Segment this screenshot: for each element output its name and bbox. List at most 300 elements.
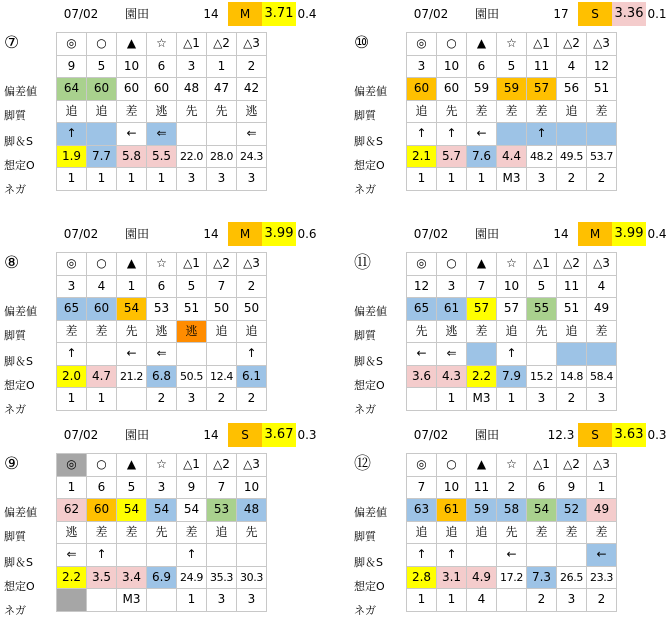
grid-cell	[527, 544, 557, 567]
header-score: 3.99	[612, 222, 646, 246]
grid-cell: 1	[437, 589, 467, 612]
row-label: 想定O	[4, 159, 35, 172]
race-number: ⑨	[4, 454, 20, 474]
grid-cell: 56	[557, 78, 587, 101]
grid-cell: 1	[57, 388, 87, 411]
grid-row	[57, 388, 267, 411]
grid-cell: ▲	[117, 253, 147, 276]
grid-cell: ⇐	[147, 123, 177, 146]
grid-cell: △3	[237, 33, 267, 56]
grid-cell: 3	[527, 168, 557, 191]
race-number: ⑦	[4, 33, 20, 53]
row-label: ネガ	[4, 604, 26, 617]
grid-cell: 5.8	[117, 145, 147, 168]
grid-cell: 1	[437, 388, 467, 411]
grid-cell: 62	[57, 499, 87, 522]
grid-cell: 49	[587, 298, 617, 321]
grid-cell: 2	[557, 388, 587, 411]
grid-cell: 59	[497, 78, 527, 101]
grid-cell: 追	[557, 100, 587, 123]
grid-row	[407, 388, 617, 411]
row-label: 偏差値	[354, 85, 387, 98]
row-label: 偏差値	[4, 305, 37, 318]
grid-cell: 6	[87, 476, 117, 499]
header-date: 07/02	[63, 7, 99, 21]
grid-cell: 7.3	[527, 566, 557, 589]
grid-cell: 4.3	[437, 365, 467, 388]
grid-row	[407, 253, 617, 276]
grid-cell: 追	[557, 320, 587, 343]
header-distance: 14	[203, 227, 219, 241]
grid-cell: 54	[147, 499, 177, 522]
grid-cell: 5	[117, 476, 147, 499]
grid-cell: △2	[557, 454, 587, 477]
grid-cell: 3	[177, 168, 207, 191]
row-label: 想定O	[4, 379, 35, 392]
grid-row	[407, 566, 617, 589]
grid-cell: 2.1	[407, 145, 437, 168]
grid-cell: 4	[87, 275, 117, 298]
header-grade: S	[228, 423, 262, 447]
grid-cell: △1	[177, 253, 207, 276]
grid-cell	[207, 343, 237, 366]
grid-cell: 7.7	[87, 145, 117, 168]
grid-row	[407, 55, 617, 78]
grid-cell: 50	[237, 298, 267, 321]
grid-cell: 1	[117, 168, 147, 191]
grid-cell: ☆	[497, 33, 527, 56]
grid-cell: 6.1	[237, 365, 267, 388]
row-label: 脚質	[4, 329, 26, 342]
header-distance: 14	[203, 7, 219, 21]
grid-cell: 30.3	[237, 566, 267, 589]
grid-cell: 差	[557, 521, 587, 544]
header-score: 3.67	[262, 423, 296, 447]
row-label: ネガ	[4, 403, 26, 416]
grid-cell: 54	[117, 298, 147, 321]
grid-row	[57, 476, 267, 499]
grid-cell: 5	[527, 275, 557, 298]
grid-cell: ▲	[117, 33, 147, 56]
grid-cell: ↑	[437, 544, 467, 567]
grid-row	[407, 275, 617, 298]
grid-cell: 7.6	[467, 145, 497, 168]
grid-cell: ☆	[147, 33, 177, 56]
grid-cell: 3	[207, 168, 237, 191]
grid-cell: 3	[147, 476, 177, 499]
grid-cell: 7.9	[497, 365, 527, 388]
grid-cell: ◎	[407, 454, 437, 477]
grid-cell: 64	[57, 78, 87, 101]
grid-cell: 10	[437, 55, 467, 78]
grid-cell: 3	[527, 388, 557, 411]
grid-row	[57, 298, 267, 321]
grid-cell: 61	[437, 298, 467, 321]
grid-cell: 4	[587, 275, 617, 298]
grid-cell: 7	[467, 275, 497, 298]
grid-cell: 24.9	[177, 566, 207, 589]
grid-cell: 7	[207, 275, 237, 298]
grid-cell: 47	[207, 78, 237, 101]
grid-cell: 58	[497, 499, 527, 522]
grid-cell	[467, 544, 497, 567]
grid-cell: 6	[527, 476, 557, 499]
grid-cell: 2	[497, 476, 527, 499]
grid-row	[57, 168, 267, 191]
grid-cell: 59	[467, 78, 497, 101]
grid-row	[407, 454, 617, 477]
grid-cell: 57	[467, 298, 497, 321]
row-label: 脚質	[4, 109, 26, 122]
grid-cell: 9	[557, 476, 587, 499]
grid-cell: 逃	[57, 521, 87, 544]
grid-cell: ☆	[497, 253, 527, 276]
grid-cell: 3	[177, 55, 207, 78]
grid-cell: 11	[557, 275, 587, 298]
grid-cell: 2	[237, 275, 267, 298]
grid-cell: △2	[557, 253, 587, 276]
grid-cell: 2.2	[57, 566, 87, 589]
grid-row	[57, 123, 267, 146]
row-label: 想定O	[4, 580, 35, 593]
grid-cell: 5.7	[437, 145, 467, 168]
grid-cell: 57	[527, 78, 557, 101]
grid-cell: 3.1	[437, 566, 467, 589]
grid-cell: 差	[117, 100, 147, 123]
row-label: 偏差値	[354, 305, 387, 318]
grid-cell: 3	[207, 589, 237, 612]
grid-cell: 10	[237, 476, 267, 499]
grid-cell: 1	[207, 55, 237, 78]
grid-cell	[87, 343, 117, 366]
header-distance: 14	[203, 428, 219, 442]
row-label: 想定O	[354, 159, 385, 172]
race-grid	[56, 32, 267, 191]
grid-cell: 2	[207, 388, 237, 411]
grid-cell: 7	[207, 476, 237, 499]
grid-cell: ⇐	[237, 123, 267, 146]
race-panel	[350, 222, 667, 432]
grid-cell: ☆	[147, 454, 177, 477]
grid-cell: 55	[527, 298, 557, 321]
header-score: 3.36	[612, 2, 646, 26]
race-header	[0, 222, 317, 246]
grid-cell	[207, 123, 237, 146]
race-grid	[56, 453, 267, 612]
header-distance: 14	[553, 227, 569, 241]
grid-row	[407, 320, 617, 343]
grid-cell	[87, 589, 117, 612]
row-label: 想定O	[354, 580, 385, 593]
grid-cell: 4.9	[467, 566, 497, 589]
grid-cell: ○	[87, 33, 117, 56]
grid-cell: ↑	[437, 123, 467, 146]
grid-cell: 54	[527, 499, 557, 522]
grid-cell	[557, 343, 587, 366]
grid-cell: 差	[497, 100, 527, 123]
grid-cell: 先	[407, 320, 437, 343]
grid-cell: M3	[467, 388, 497, 411]
grid-cell: 1	[177, 589, 207, 612]
grid-cell: 3	[437, 275, 467, 298]
grid-row	[57, 253, 267, 276]
row-label: 偏差値	[4, 85, 37, 98]
grid-cell	[527, 343, 557, 366]
grid-cell: 9	[57, 55, 87, 78]
race-number: ⑧	[4, 253, 20, 273]
row-label: 偏差値	[4, 506, 37, 519]
grid-cell	[57, 589, 87, 612]
grid-row	[57, 145, 267, 168]
grid-cell	[117, 388, 147, 411]
grid-cell: 50	[207, 298, 237, 321]
grid-cell: 53.7	[587, 145, 617, 168]
grid-cell	[177, 123, 207, 146]
grid-cell: ⇐	[437, 343, 467, 366]
grid-cell	[207, 544, 237, 567]
grid-cell: 1	[467, 168, 497, 191]
grid-cell: ←	[117, 123, 147, 146]
grid-cell: 追	[407, 100, 437, 123]
grid-row	[407, 298, 617, 321]
row-label: 脚＆S	[4, 355, 33, 368]
grid-row	[407, 168, 617, 191]
row-label: ネガ	[354, 183, 376, 196]
row-label: 脚＆S	[4, 135, 33, 148]
race-grid	[406, 453, 617, 612]
header-grade: M	[228, 222, 262, 246]
grid-cell: ○	[437, 253, 467, 276]
grid-row	[57, 55, 267, 78]
grid-cell	[117, 544, 147, 567]
grid-cell	[497, 123, 527, 146]
header-venue: 園田	[124, 7, 149, 21]
grid-cell: △1	[177, 33, 207, 56]
grid-cell: 57	[497, 298, 527, 321]
grid-cell: 12	[587, 55, 617, 78]
grid-cell: ○	[87, 253, 117, 276]
header-venue: 園田	[474, 7, 499, 21]
grid-cell: 11	[527, 55, 557, 78]
grid-cell: ↑	[87, 544, 117, 567]
header-grade: M	[228, 2, 262, 26]
grid-cell: 15.2	[527, 365, 557, 388]
grid-row	[57, 275, 267, 298]
row-label: ネガ	[4, 183, 26, 196]
grid-cell: 42	[237, 78, 267, 101]
grid-cell: 1	[87, 168, 117, 191]
grid-cell: ←	[497, 544, 527, 567]
grid-cell	[557, 123, 587, 146]
grid-cell: △1	[527, 454, 557, 477]
grid-cell: 追	[207, 521, 237, 544]
grid-cell: 差	[57, 320, 87, 343]
grid-cell: 1	[87, 388, 117, 411]
grid-cell: 差	[467, 100, 497, 123]
grid-cell: 3	[57, 275, 87, 298]
grid-cell: 28.0	[207, 145, 237, 168]
grid-cell: 6.8	[147, 365, 177, 388]
row-label: 脚＆S	[4, 556, 33, 569]
grid-cell: △3	[587, 33, 617, 56]
grid-cell: △3	[237, 253, 267, 276]
grid-cell	[177, 343, 207, 366]
grid-cell	[237, 544, 267, 567]
grid-row	[57, 521, 267, 544]
header-score: 3.63	[612, 423, 646, 447]
header-venue: 園田	[474, 227, 499, 241]
grid-cell: 追	[467, 521, 497, 544]
row-label: 脚質	[354, 109, 376, 122]
header-score: 3.99	[262, 222, 296, 246]
grid-cell: △2	[207, 253, 237, 276]
row-label: 偏差値	[354, 506, 387, 519]
grid-cell: 52	[557, 499, 587, 522]
grid-cell: 差	[467, 320, 497, 343]
grid-row	[57, 544, 267, 567]
grid-cell: ←	[117, 343, 147, 366]
grid-cell: 51	[587, 78, 617, 101]
grid-cell: 54	[177, 499, 207, 522]
grid-cell: ↑	[527, 123, 557, 146]
grid-cell: ◎	[57, 253, 87, 276]
grid-cell: ◎	[407, 33, 437, 56]
header-date: 07/02	[63, 428, 99, 442]
grid-cell: 差	[87, 521, 117, 544]
grid-cell: 60	[87, 298, 117, 321]
grid-cell: 53	[147, 298, 177, 321]
grid-cell: 2.8	[407, 566, 437, 589]
grid-cell: 逃	[437, 320, 467, 343]
grid-cell: 35.3	[207, 566, 237, 589]
grid-cell: 24.3	[237, 145, 267, 168]
header-grade: M	[578, 222, 612, 246]
grid-cell: 逃	[147, 100, 177, 123]
grid-row	[407, 365, 617, 388]
grid-cell: 先	[437, 100, 467, 123]
race-header	[350, 423, 667, 447]
grid-cell	[147, 589, 177, 612]
grid-cell: ▲	[467, 33, 497, 56]
grid-row	[407, 100, 617, 123]
grid-cell: 5.5	[147, 145, 177, 168]
row-label: 脚＆S	[354, 135, 383, 148]
grid-cell: 先	[237, 521, 267, 544]
grid-cell: 58.4	[587, 365, 617, 388]
grid-cell: 差	[117, 521, 147, 544]
grid-cell: 26.5	[557, 566, 587, 589]
grid-cell: △2	[557, 33, 587, 56]
grid-cell	[407, 388, 437, 411]
grid-cell: 2	[557, 168, 587, 191]
grid-cell: 差	[177, 521, 207, 544]
grid-cell: 5	[177, 275, 207, 298]
grid-cell: 65	[407, 298, 437, 321]
race-panel	[350, 423, 667, 633]
grid-cell: ☆	[497, 454, 527, 477]
header-venue: 園田	[474, 428, 499, 442]
grid-cell: △1	[177, 454, 207, 477]
grid-row	[57, 365, 267, 388]
grid-cell: 54	[117, 499, 147, 522]
grid-cell: 2.2	[467, 365, 497, 388]
grid-cell: M3	[117, 589, 147, 612]
grid-cell: 2	[587, 168, 617, 191]
grid-row	[407, 145, 617, 168]
grid-row	[57, 320, 267, 343]
grid-cell: 3.4	[117, 566, 147, 589]
row-label: 脚質	[354, 329, 376, 342]
race-panel	[0, 222, 317, 432]
grid-cell: 3	[557, 589, 587, 612]
grid-cell: ▲	[467, 253, 497, 276]
grid-cell: ↑	[57, 123, 87, 146]
header-score: 3.71	[262, 2, 296, 26]
row-label: ネガ	[354, 403, 376, 416]
grid-cell: 先	[527, 320, 557, 343]
header-diff: 0.4	[297, 7, 317, 21]
grid-row	[407, 544, 617, 567]
grid-row	[57, 33, 267, 56]
grid-cell	[497, 589, 527, 612]
grid-row	[57, 566, 267, 589]
grid-cell: 差	[87, 320, 117, 343]
grid-cell: ↑	[407, 123, 437, 146]
grid-cell: ◎	[407, 253, 437, 276]
grid-cell: 3.5	[87, 566, 117, 589]
grid-cell: 60	[437, 78, 467, 101]
grid-cell: M3	[497, 168, 527, 191]
grid-row	[407, 33, 617, 56]
header-distance: 12.3	[547, 428, 575, 442]
grid-cell: 51	[557, 298, 587, 321]
row-label: 想定O	[354, 379, 385, 392]
row-label: 脚質	[4, 530, 26, 543]
grid-cell: 61	[437, 499, 467, 522]
grid-cell: 60	[147, 78, 177, 101]
grid-row	[57, 454, 267, 477]
header-date: 07/02	[63, 227, 99, 241]
race-header	[0, 423, 317, 447]
grid-cell: 17.2	[497, 566, 527, 589]
grid-cell: 48	[177, 78, 207, 101]
grid-cell: 逃	[237, 100, 267, 123]
grid-cell: 追	[407, 521, 437, 544]
grid-cell: ○	[87, 454, 117, 477]
grid-row	[57, 499, 267, 522]
header-diff: 0.6	[297, 227, 317, 241]
grid-cell: 6	[147, 55, 177, 78]
grid-cell: 3	[237, 589, 267, 612]
grid-cell	[587, 123, 617, 146]
grid-cell: △3	[587, 253, 617, 276]
grid-row	[407, 343, 617, 366]
grid-cell: ↑	[57, 343, 87, 366]
grid-cell: 60	[87, 499, 117, 522]
grid-cell: 53	[207, 499, 237, 522]
grid-cell: 先	[147, 521, 177, 544]
grid-cell: ↑	[497, 343, 527, 366]
grid-cell: ○	[437, 33, 467, 56]
race-grid	[406, 32, 617, 191]
grid-cell: 5	[87, 55, 117, 78]
grid-cell: 6	[467, 55, 497, 78]
race-number: ⑪	[354, 253, 371, 273]
grid-cell: 1	[587, 476, 617, 499]
grid-cell	[557, 544, 587, 567]
grid-cell: 逃	[177, 320, 207, 343]
grid-cell: 3	[177, 388, 207, 411]
